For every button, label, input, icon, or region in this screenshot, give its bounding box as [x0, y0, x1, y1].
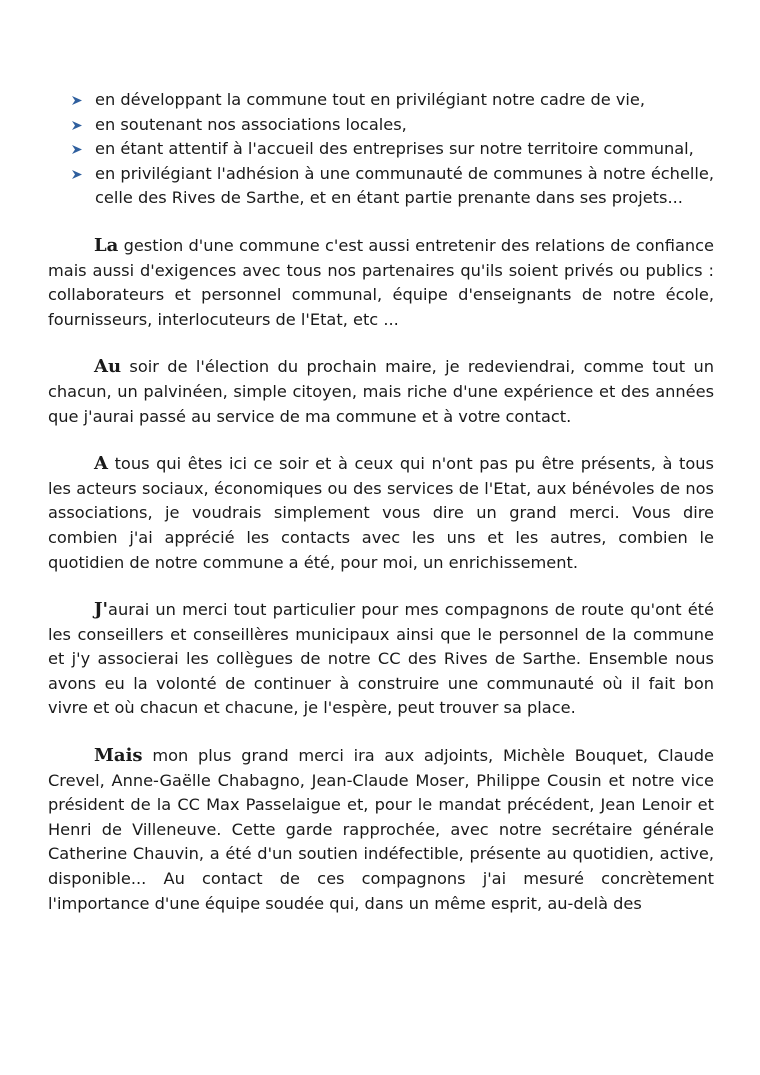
- bullet-item: [48, 162, 714, 211]
- bullet-text: en soutenant nos associations locales,: [95, 114, 407, 134]
- paragraph-election: [48, 355, 714, 429]
- arrow-bullet-icon: [71, 169, 83, 180]
- arrow-bullet-icon: [71, 144, 83, 155]
- paragraph-adjoints: [48, 744, 714, 916]
- bullet-text: en développant la commune tout en privilégiant notre cadre de vie,: [95, 90, 646, 109]
- bullet-text: en étant attentif à l'accueil des entreprises sur notre territoire communal,: [95, 139, 694, 159]
- bullet-item: [48, 88, 714, 113]
- arrow-bullet-icon: [71, 120, 83, 131]
- paragraph-text: mon plus grand merci ira aux adjoints, Michèle Bouquet, Claude Crevel, Anne-Gaëlle Chabagno, Jean-Claude Moser, Philippe Cousin et notre vice président de la CC Max Passelaigue et, pour le mandat précédent, Jean Lenoir et Henri de Villeneuve. Cette garde rapprochée, avec notre secrétaire générale Catherine Chauvin, a été d'un soutien indéfectible, présente au quotidien, active, disponible... Au contact de ces compagnons j'ai mesuré concrètement l'importance d'une équipe soudée qui, dans un même esprit, au-delà des: [48, 746, 714, 913]
- arrow-bullet-icon: [71, 95, 83, 106]
- paragraph-compagnons: [48, 598, 714, 721]
- bullet-list: [48, 88, 714, 211]
- document-page: [48, 88, 714, 916]
- paragraph-gestion: [48, 234, 714, 332]
- bullet-item: [48, 137, 714, 162]
- paragraph-initial: Mais: [94, 745, 143, 767]
- paragraph-initial: A: [94, 453, 108, 475]
- paragraph-text: aurai un merci tout particulier pour mes compagnons de route qu'ont été les conseillers et conseillères municipaux ainsi que le personnel de la commune et j'y associerai les collègues de notre CC des Rives de Sarthe. Ensemble nous avons eu la volonté de continuer à construire une communauté où il fait bon vivre et où chacun et chacune, je l'espère, peut trouver sa place.: [48, 600, 714, 718]
- bullet-item: [48, 113, 714, 138]
- paragraph-text: tous qui êtes ici ce soir et à ceux qui n'ont pas pu être présents, à tous les acteurs sociaux, économiques ou des services de l'Etat, aux bénévoles de nos associations, je voudrais simplement vous dire un grand merci. Vous dire combien j'ai apprécié les contacts avec les uns et les autres, combien le quotidien de notre commune a été, pour moi, un enrichissement.: [48, 454, 714, 572]
- paragraph-remerciements: [48, 452, 714, 575]
- paragraph-initial: J': [94, 599, 109, 621]
- paragraph-initial: Au: [94, 356, 122, 378]
- bullet-text: en privilégiant l'adhésion à une communauté de communes à notre échelle, celle des Rives de Sarthe, et en étant partie prenante dans ses projets...: [95, 163, 714, 208]
- paragraph-initial: La: [94, 234, 119, 256]
- paragraph-text: soir de l'élection du prochain maire, je redeviendrai, comme tout un chacun, un palvinéen, simple citoyen, mais riche d'une expérience et des années que j'aurai passé au service de ma commune et à votre contact.: [48, 357, 714, 426]
- paragraph-text: gestion d'une commune c'est aussi entretenir des relations de confiance mais aussi d'exigences avec tous nos partenaires qu'ils soient privés ou publics : collaborateurs et personnel communal, équipe d'enseignants de notre école, fournisseurs, interlocuteurs de l'Etat, etc ...: [48, 235, 714, 329]
